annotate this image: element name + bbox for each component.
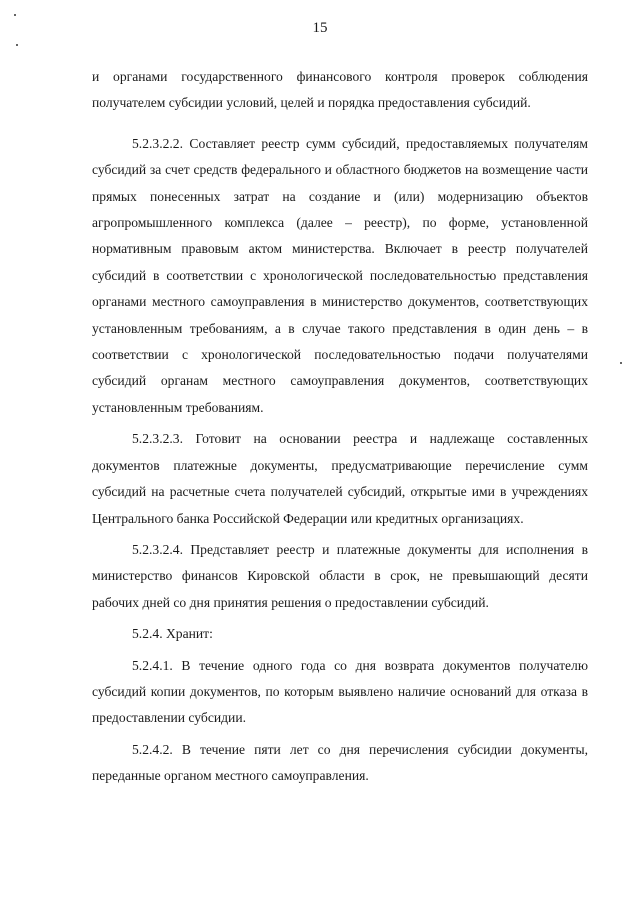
- paragraph-5-2-4: 5.2.4. Хранит:: [132, 626, 213, 642]
- paragraph-5-2-3-2-4: 5.2.3.2.4. Представляет реестр и платежные документы для исполнения в министерство финансов Кировской области в срок, не превышающий десяти рабочих дней со дня принятия решения о предоставлении субсидий.: [92, 541, 588, 610]
- scan-speck: [620, 362, 622, 364]
- paragraph-5-2-4-1: 5.2.4.1. В течение одного года со дня возврата документов получателю субсидий копии документов, по которым выявлено наличие оснований для отказа в предоставлении субсидии.: [92, 657, 588, 726]
- paragraph-5-2-3-2-2: 5.2.3.2.2. Составляет реестр сумм субсидий, предоставляемых получателям субсидий за счет средств федерального и областного бюджетов на возмещение части прямых понесенных затрат на создание и (или) модернизацию объектов агропромышленного комплекса (далее – реестр), по форме, установленной нормативным правовым актом министерства. Включает в реестр получателей субсидий в соответствии с хронологической последовательностью представления органами местного самоуправления в министерство документов, соответствующих установленным требованиям, а в случае такого представления в один день – в соответствии с хронологической последовательностью подачи получателями субсидий органам местного самоуправления документов, соответствующих установленным требованиям.: [92, 135, 588, 415]
- scan-speck: [14, 14, 16, 16]
- paragraph-5-2-3-2-3: 5.2.3.2.3. Готовит на основании реестра и надлежаще составленных документов платежные документы, предусматривающие перечисление сумм субсидий на расчетные счета получателей субсидий, открытые ими в учреждениях Центрального банка Российской Федерации или кредитных организациях.: [92, 431, 588, 526]
- paragraph-5-2-4-2: 5.2.4.2. В течение пяти лет со дня перечисления субсидии документы, переданные органом местного самоуправления.: [92, 741, 588, 784]
- page-number: 15: [312, 20, 328, 36]
- scan-speck: [16, 44, 18, 46]
- document-body: [92, 64, 588, 795]
- paragraph-continuation: и органами государственного финансового контроля проверок соблюдения получателем субсидии условий, целей и порядка предоставления субсидий.: [92, 69, 588, 111]
